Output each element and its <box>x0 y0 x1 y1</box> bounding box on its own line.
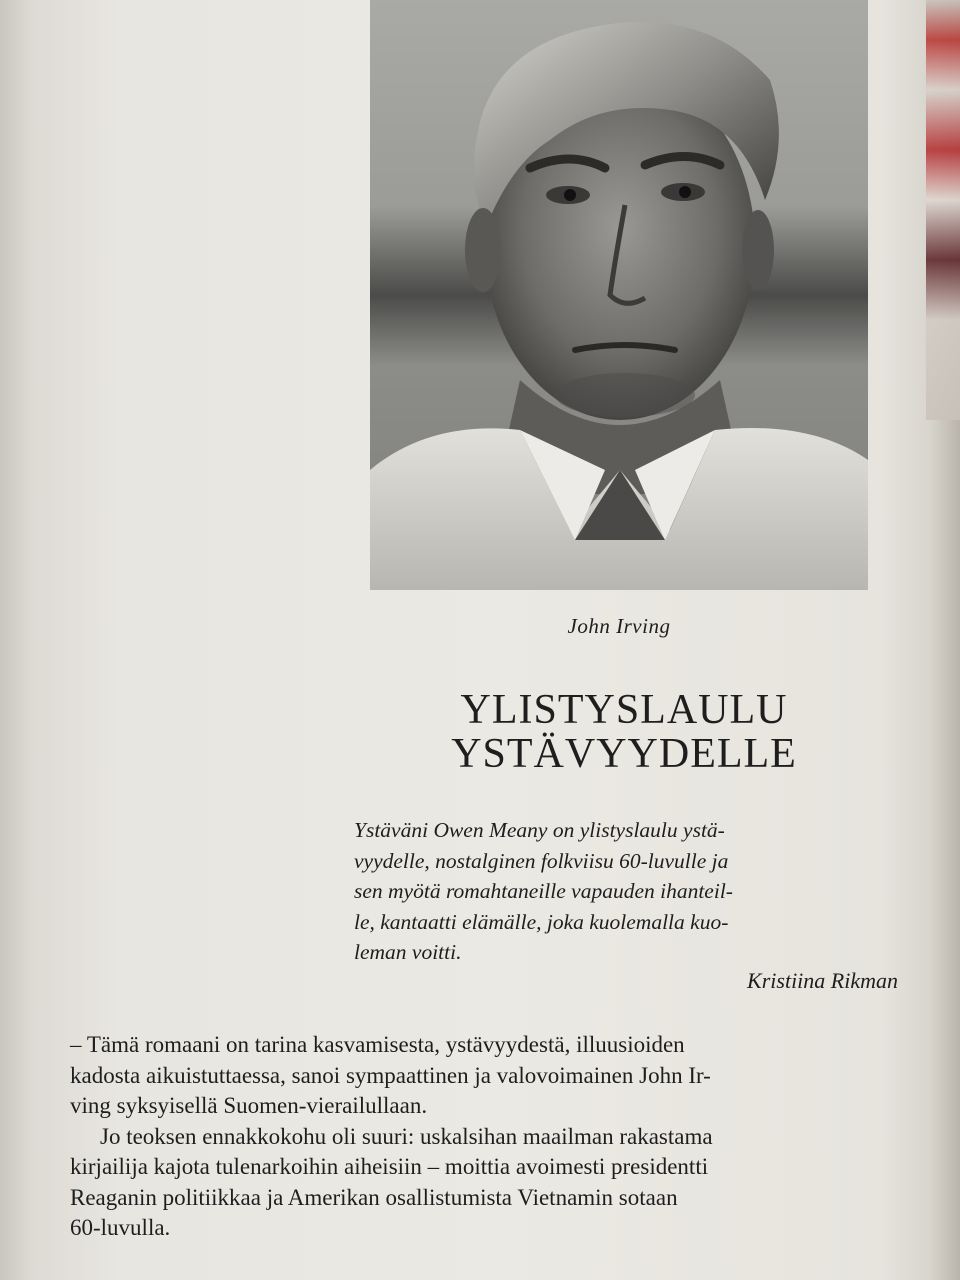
intro-line: le, kantaatti elämälle, joka kuolemalla kuo- <box>354 909 729 934</box>
paragraph-2-line: kirjailija kajota tulenarkoihin aiheisiin – moittia avoimesti presidentti <box>70 1154 709 1179</box>
paragraph-2-line: 60-luvulla. <box>70 1215 171 1240</box>
intro-line: sen myötä romahtaneille vapauden ihanteil- <box>354 879 733 903</box>
article-intro <box>354 815 906 968</box>
article-title <box>360 688 888 776</box>
intro-line: Ystäväni Owen Meany on ylistyslaulu ystä- <box>354 818 725 842</box>
intro-author: Kristiina Rikman <box>747 968 898 993</box>
paragraph-1-line: kadosta aikuistuttaessa, sanoi sympaattinen ja valovoimainen John Ir- <box>70 1062 711 1088</box>
photo-caption: John Irving <box>567 614 671 638</box>
paragraph-1-line: ving syksyisellä Suomen-vierailullaan. <box>70 1093 428 1118</box>
title-line-2: YSTÄVYYDELLE <box>451 731 797 777</box>
paragraph-1-line: – Tämä romaani on tarina kasvamisesta, ystävyydestä, illuusioiden <box>70 1032 685 1057</box>
article-body <box>70 1030 920 1244</box>
author-portrait-photo <box>370 0 868 590</box>
paragraph-2-line: Jo teoksen ennakkokohu oli suuri: uskalsihan maailman rakastama <box>100 1123 713 1149</box>
title-line-1: YLISTYSLAULU <box>460 687 788 733</box>
adjacent-book-cover-edge <box>926 0 960 420</box>
intro-line: vyydelle, nostalginen folkviisu 60-luvulle ja <box>354 848 729 873</box>
intro-line: leman voitti. <box>354 940 462 964</box>
paragraph-2-line: Reaganin politiikkaa ja Amerikan osallistumista Vietnamin sotaan <box>70 1184 678 1210</box>
